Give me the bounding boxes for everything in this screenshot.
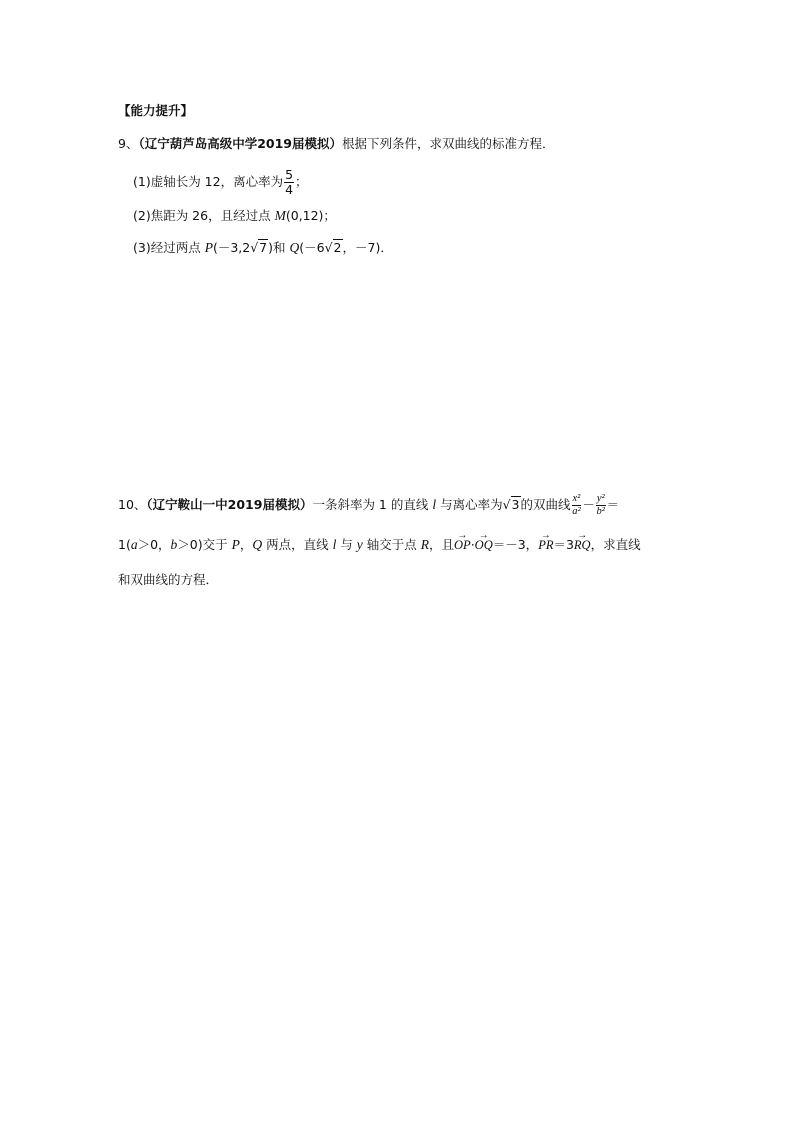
fraction-numerator: y²	[596, 494, 606, 507]
radicand: 2	[333, 240, 342, 255]
text-segment: 两点，直线	[262, 537, 333, 552]
point-p: P	[231, 537, 240, 552]
text-segment: 1(	[118, 537, 131, 552]
text-segment: ＝3	[553, 537, 574, 552]
vector-op: → OP	[454, 535, 471, 555]
question-10-line-2	[118, 535, 641, 555]
point-p-variable: P	[204, 240, 213, 255]
text-segment: ＞0，	[137, 537, 171, 552]
sqrt-seven: √7	[250, 240, 268, 255]
question-source: （辽宁葫芦岛高级中学2019届模拟）	[138, 136, 342, 151]
item-end: ；	[295, 174, 308, 189]
fraction-denominator: 4	[285, 182, 294, 197]
point-p-open: (－3,2	[212, 240, 251, 255]
question-number: 10、	[118, 497, 147, 512]
dot-operator: ·	[470, 537, 475, 552]
text-segment: ，求直线	[590, 537, 641, 552]
question-9-stem	[118, 134, 555, 154]
text-segment: 与	[336, 537, 357, 552]
question-source: （辽宁鞍山一中2019届模拟）	[146, 497, 313, 512]
item-text: (2)焦距为 26，且经过点	[133, 208, 275, 223]
item-text: (3)经过两点	[133, 240, 205, 255]
question-prompt: 根据下列条件，求双曲线的标准方程．	[342, 136, 555, 151]
line-variable: l	[332, 537, 337, 552]
sqrt-two: √2	[324, 240, 342, 255]
radicand: 3	[511, 497, 520, 512]
question-9-item-3	[133, 238, 393, 258]
point-r: R	[420, 537, 429, 552]
point-p-close: )和	[268, 240, 290, 255]
var-y: y	[356, 537, 363, 552]
fraction-five-fourths	[284, 166, 294, 197]
comma: ，	[239, 537, 253, 552]
point-value: (0,12)	[285, 208, 324, 223]
text-segment: ＞0)交于	[177, 537, 232, 552]
sqrt-three: √3	[502, 497, 520, 512]
question-number: 9、	[118, 136, 139, 151]
text-segment: 一条斜率为 1 的直线	[312, 497, 433, 512]
question-10-line-3: 和双曲线的方程．	[118, 572, 219, 587]
point-q-open: (－6	[299, 240, 325, 255]
point-q-variable: Q	[289, 240, 300, 255]
item-end: ；	[323, 208, 336, 223]
fraction-denominator: b²	[596, 506, 605, 517]
text-segment: 的双曲线	[520, 497, 571, 512]
vector-pr: → PR	[538, 535, 553, 555]
section-header: 【能力提升】	[118, 103, 194, 118]
equals-sign: ＝	[606, 497, 620, 512]
question-9-item-1	[133, 167, 308, 197]
minus-sign: －	[582, 497, 595, 512]
line-variable: l	[432, 497, 437, 512]
item-text: (1)虚轴长为 12，离心率为	[133, 174, 284, 189]
text-segment: 轴交于点	[362, 537, 421, 552]
fraction-numerator: 5	[285, 166, 294, 182]
fraction-numerator: x²	[572, 494, 582, 507]
var-b: b	[170, 537, 178, 552]
point-q-close: ，－7)．	[342, 240, 393, 255]
text-segment: ，且	[429, 537, 455, 552]
point-q: Q	[252, 537, 263, 552]
fraction-x2-over-a2	[572, 494, 582, 518]
fraction-y2-over-b2	[596, 494, 606, 518]
fraction-denominator: a²	[572, 506, 581, 517]
vector-rq: → RQ	[574, 535, 591, 555]
question-9-item-2	[133, 206, 336, 226]
text-segment: 与离心率为	[436, 497, 503, 512]
vector-oq: → OQ	[475, 535, 493, 555]
question-10-line-1	[118, 490, 619, 520]
text-segment: ＝－3，	[492, 537, 539, 552]
radicand: 7	[259, 240, 268, 255]
point-variable: M	[274, 208, 286, 223]
var-a: a	[130, 537, 138, 552]
